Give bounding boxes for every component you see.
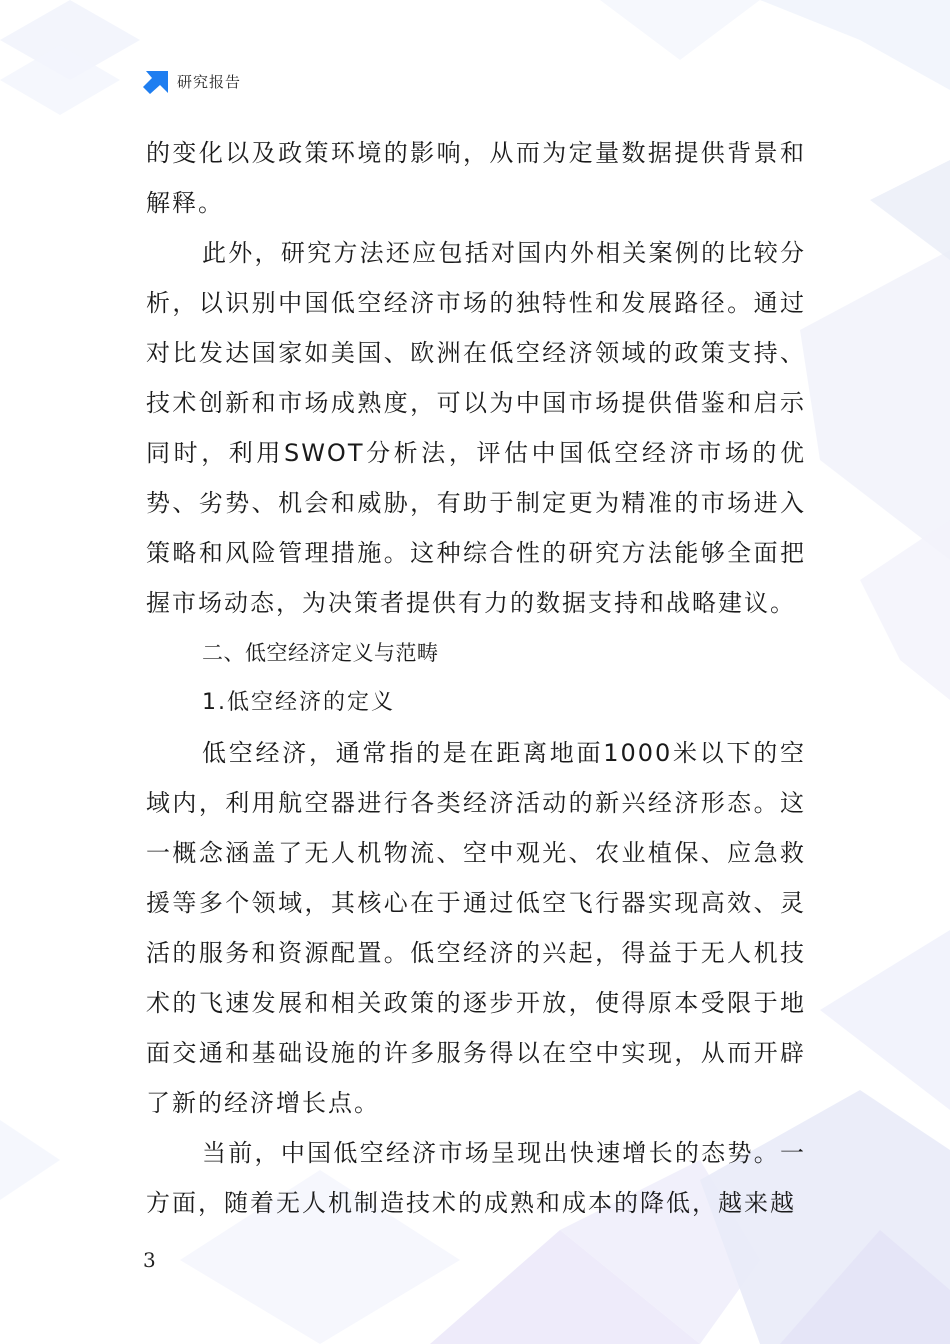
page-number: 3: [143, 1248, 156, 1272]
header-title: 研究报告: [177, 72, 242, 91]
arrow-up-right-icon: [143, 68, 169, 94]
paragraph: 当前，中国低空经济市场呈现出快速增长的态势。一方面，随着无人机制造技术的成熟和成本的降低，越来越: [146, 1139, 806, 1217]
report-header: [143, 68, 241, 94]
document-body: [146, 128, 806, 1228]
paragraph: 低空经济，通常指的是在距离地面1000米以下的空域内，利用航空器进行各类经济活动的新兴经济形态。这一概念涵盖了无人机物流、空中观光、农业植保、应急救援等多个领域，其核心在于通过低空飞行器实现高效、灵活的服务和资源配置。低空经济的兴起，得益于无人机技术的飞速发展和相关政策的逐步开放，使得原本受限于地面交通和基础设施的许多服务得以在空中实现，从而开辟了新的经济增长点。: [146, 739, 806, 1117]
subsection-heading: 1.低空经济的定义: [202, 690, 395, 715]
section-heading: 二、低空经济定义与范畴: [202, 641, 439, 665]
paragraph: 的变化以及政策环境的影响，从而为定量数据提供背景和解释。: [146, 139, 806, 217]
paragraph: 此外，研究方法还应包括对国内外相关案例的比较分析，以识别中国低空经济市场的独特性和发展路径。通过对比发达国家如美国、欧洲在低空经济领域的政策支持、技术创新和市场成熟度，可以为中国市场提供借鉴和启示同时，利用SWOT分析法，评估中国低空经济市场的优势、劣势、机会和威胁，有助于制定更为精准的市场进入策略和风险管理措施。这种综合性的研究方法能够全面把握市场动态，为决策者提供有力的数据支持和战略建议。: [146, 239, 806, 617]
